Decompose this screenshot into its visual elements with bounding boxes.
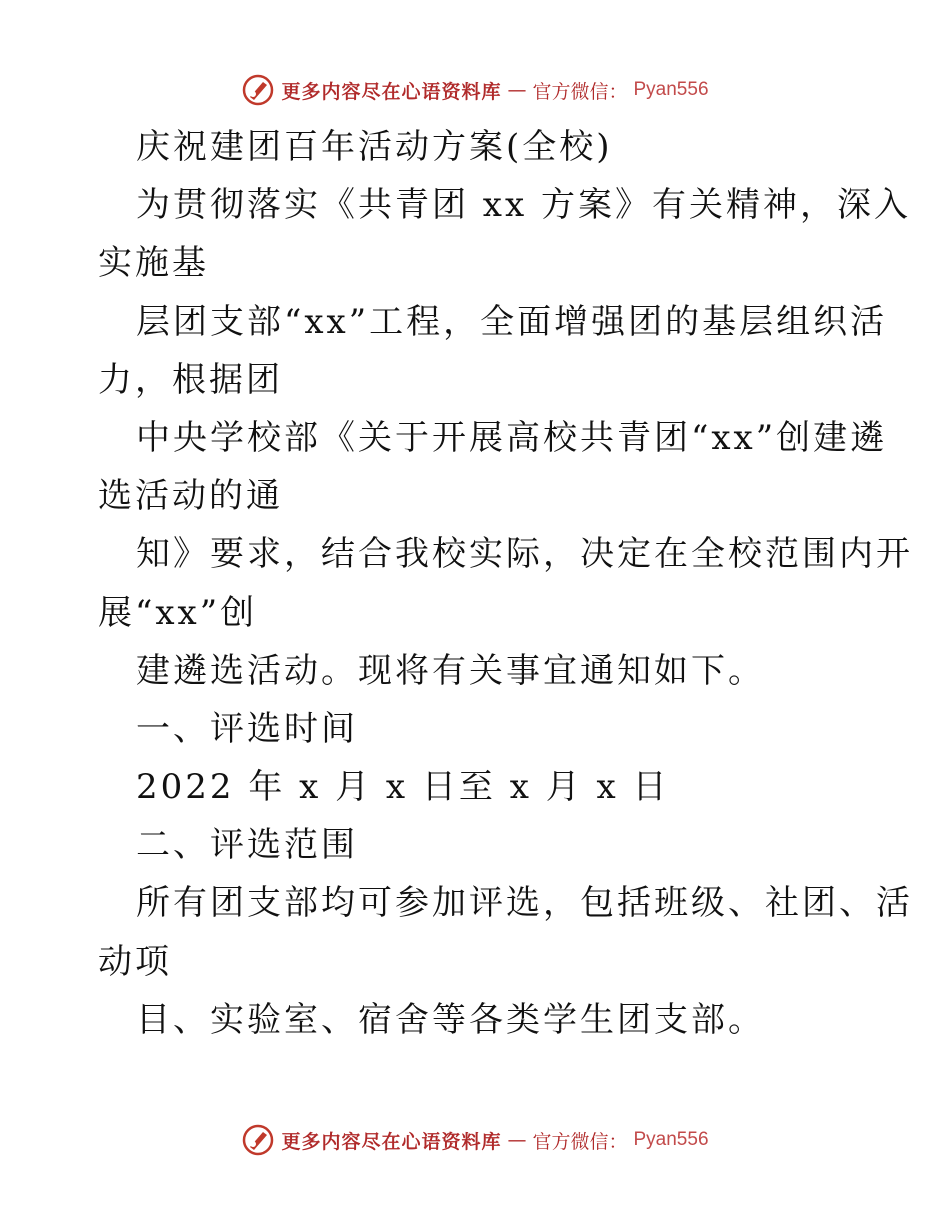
document-line: 为贯彻落实《共青团 xx 方案》有关精神，深入 bbox=[136, 185, 911, 226]
document-body bbox=[98, 118, 913, 1049]
document-line: 展“xx”创 bbox=[98, 592, 258, 633]
document-line: 中央学校部《关于开展高校共青团“xx”创建遴 bbox=[136, 417, 888, 458]
pen-logo-icon bbox=[241, 73, 275, 107]
pen-logo-icon bbox=[241, 1123, 275, 1157]
banner-wechat-id: Pyan556 bbox=[633, 79, 709, 100]
banner-wechat-label: 官方微信： bbox=[532, 1130, 628, 1153]
footer-watermark-banner bbox=[0, 1120, 950, 1160]
document-line: 目、实验室、宿舍等各类学生团支部。 bbox=[136, 999, 765, 1040]
banner-separator: — bbox=[507, 79, 527, 101]
document-line: 实施基 bbox=[98, 243, 209, 284]
banner-wechat-label: 官方微信： bbox=[532, 80, 628, 103]
banner-wechat-id: Pyan556 bbox=[633, 1129, 709, 1150]
banner-separator: — bbox=[507, 1129, 527, 1151]
document-line: 选活动的通 bbox=[98, 476, 283, 517]
document-line: 二、评选范围 bbox=[136, 825, 358, 866]
document-line: 力，根据团 bbox=[98, 359, 283, 400]
document-line: 知》要求，结合我校实际，决定在全校范围内开 bbox=[136, 534, 913, 575]
document-line: 所有团支部均可参加评选，包括班级、社团、活 bbox=[136, 883, 913, 924]
document-line: 动项 bbox=[98, 941, 172, 982]
document-line: 一、评选时间 bbox=[136, 708, 358, 749]
document-line: 2022 年 x 月 x 日至 x 月 x 日 bbox=[136, 767, 670, 808]
document-line: 庆祝建团百年活动方案(全校) bbox=[136, 127, 613, 167]
banner-brand-text: 更多内容尽在心语资料库 bbox=[281, 1130, 502, 1153]
document-line: 层团支部“xx”工程，全面增强团的基层组织活 bbox=[136, 301, 888, 342]
document-line: 建遴选活动。现将有关事宜通知如下。 bbox=[136, 650, 765, 691]
banner-brand-text: 更多内容尽在心语资料库 bbox=[281, 80, 502, 103]
header-watermark-banner bbox=[0, 70, 950, 110]
